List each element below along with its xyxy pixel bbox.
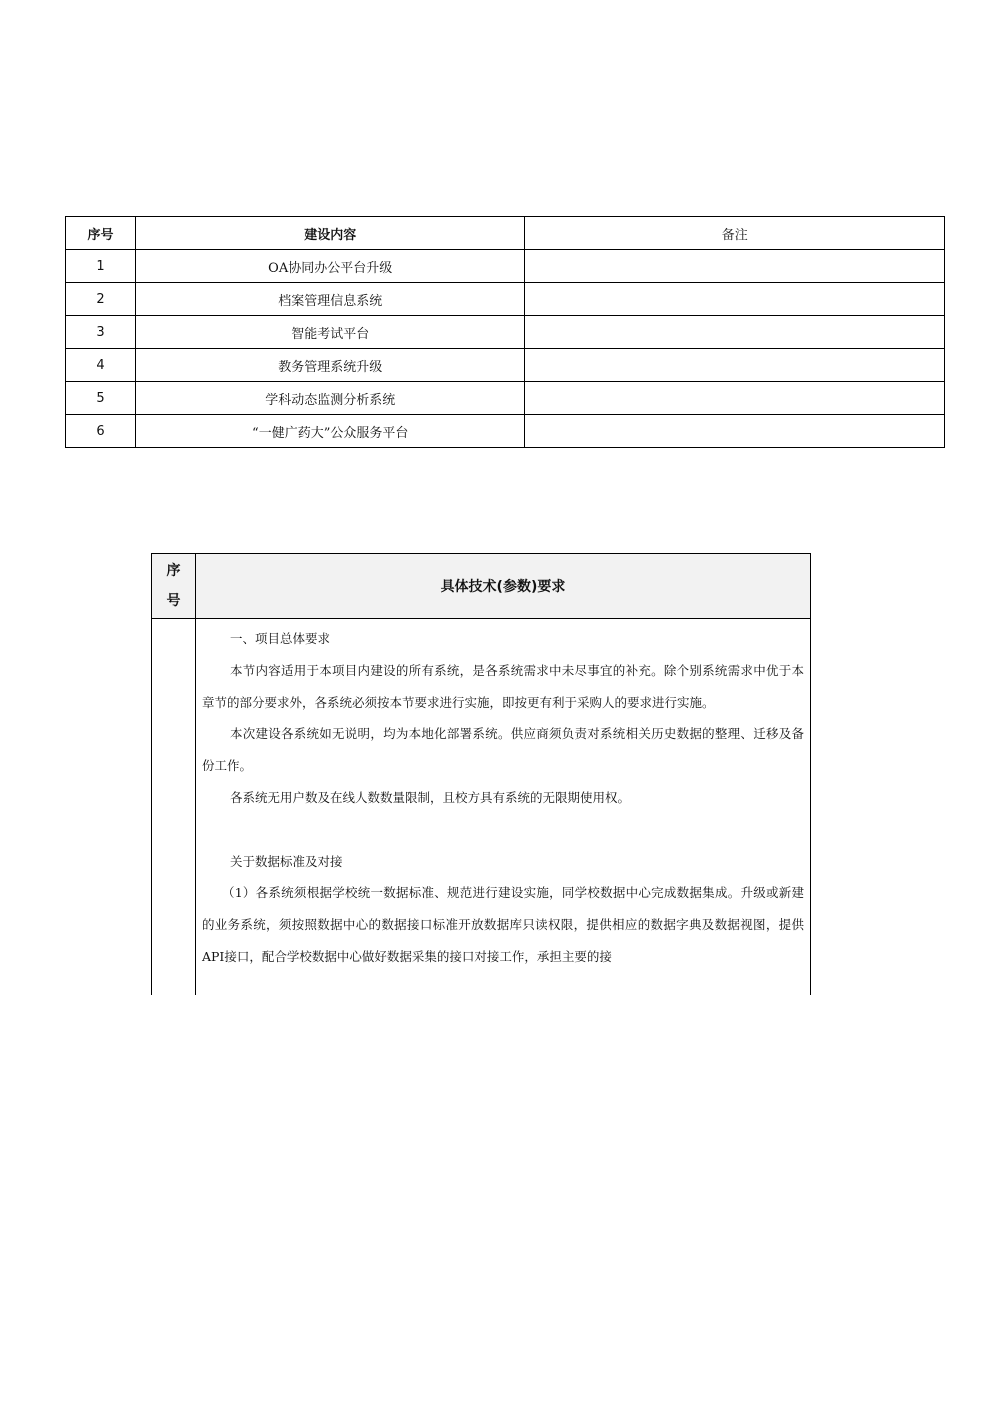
row-seq: 6: [66, 415, 136, 448]
row-note: [525, 283, 945, 316]
paragraph: 本节内容适用于本项目内建设的所有系统，是各系统需求中未尽事宜的补充。除个别系统需求中优于本章节的部分要求外，各系统必须按本节要求进行实施，即按更有利于采购人的要求进行实施。: [201, 662, 804, 710]
row-note: [525, 382, 945, 415]
row-seq: 2: [66, 283, 136, 316]
paragraph: 关于数据标准及对接: [229, 853, 343, 869]
table-row: [152, 619, 811, 996]
table-header-row: [152, 554, 811, 619]
row-note: [525, 349, 945, 382]
header-title: 具体技术(参数)要求: [195, 554, 810, 619]
row-content: “一健广药大”公众服务平台: [135, 415, 525, 448]
technical-requirements-table: [151, 553, 811, 995]
header-seq-text: 序 号: [166, 563, 181, 609]
row-content: 智能考试平台: [135, 316, 525, 349]
row-content: 档案管理信息系统: [135, 283, 525, 316]
table-row: [66, 415, 945, 448]
row-content: 教务管理系统升级: [135, 349, 525, 382]
table-row: [66, 382, 945, 415]
row-seq: 3: [66, 316, 136, 349]
body-seq-cell: [152, 619, 196, 996]
construction-content-table: [65, 216, 945, 448]
row-note: [525, 250, 945, 283]
blank-line: [202, 814, 804, 846]
table-row: [66, 316, 945, 349]
row-seq: 1: [66, 250, 136, 283]
table-row: [66, 250, 945, 283]
row-seq: 4: [66, 349, 136, 382]
row-note: [525, 316, 945, 349]
table-row: [66, 283, 945, 316]
header-seq: [152, 554, 196, 619]
body-content-cell: [195, 619, 810, 996]
table-header-row: [66, 217, 945, 250]
paragraph: （1）各系统须根据学校统一数据标准、规范进行建设实施，同学校数据中心完成数据集成。升级或新建的业务系统，须按照数据中心的数据接口标准开放数据库只读权限，提供相应的数据字典及数据视图，提供API接口，配合学校数据中心做好数据采集的接口对接工作，承担主要的接: [201, 885, 804, 964]
paragraph: 各系统无用户数及在线人数数量限制，且校方具有系统的无限期使用权。: [229, 789, 630, 805]
table-row: [66, 349, 945, 382]
row-content: 学科动态监测分析系统: [135, 382, 525, 415]
header-content: 建设内容: [135, 217, 525, 250]
header-seq: 序号: [66, 217, 136, 250]
header-note: 备注: [525, 217, 945, 250]
row-note: [525, 415, 945, 448]
row-seq: 5: [66, 382, 136, 415]
paragraph: 本次建设各系统如无说明，均为本地化部署系统。供应商须负责对系统相关历史数据的整理、迁移及备份工作。: [201, 726, 804, 774]
paragraph: 一、项目总体要求: [229, 631, 330, 646]
row-content: OA协同办公平台升级: [135, 250, 525, 283]
